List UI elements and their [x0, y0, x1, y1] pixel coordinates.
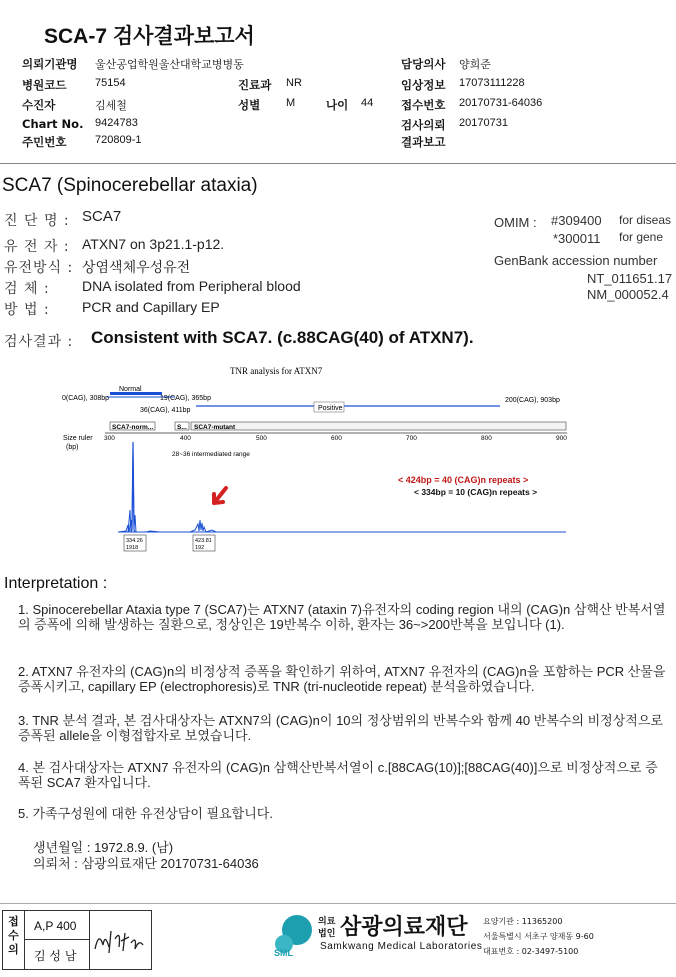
- tick-600: 600: [331, 435, 342, 442]
- header-value-age: 44: [361, 97, 374, 109]
- tnr-electropherogram: [0, 360, 676, 560]
- org-info-2: 서울특별시 서초구 양재동 9-60: [483, 932, 594, 941]
- field-value-method: PCR and Capillary EP: [82, 299, 220, 315]
- header-label-chart-no: Chart No.: [22, 117, 84, 131]
- bin-intermediate-label: S...: [177, 424, 187, 431]
- omim-note-disease: for diseas: [619, 213, 672, 227]
- signature-icon: [91, 925, 147, 957]
- interpretation-item-4: 4. 본 검사대상자는 ATXN7 유전자의 (CAG)n 삼핵산반복서열이 c.[88CAG(10)];[88CAG(40)]으로 비정상적으로 증폭된 SCA7 환자입니다.: [18, 760, 658, 790]
- header-value-doctor: 양희준: [459, 59, 491, 71]
- bin-mutant-label: SCA7-mutant: [194, 424, 236, 431]
- header-label-clinical-info: 임상정보: [401, 78, 446, 92]
- size-unit-label: (bp): [66, 444, 79, 451]
- omim-label: OMIM :: [494, 215, 537, 230]
- header-label-doctor: 담당의사: [401, 57, 446, 71]
- genbank-acc-2: NM_000052.4: [587, 287, 669, 302]
- header-value-patient: 김세철: [95, 100, 127, 112]
- label-0cag: 0(CAG), 308bp: [62, 395, 110, 402]
- header-value-dept: NR: [286, 77, 302, 89]
- header-label-institution: 의뢰기관명: [22, 57, 78, 71]
- header-label-hospital-code: 병원코드: [22, 78, 67, 92]
- requester: 의뢰처 : 삼광의료재단 20170731-64036: [33, 856, 259, 871]
- repeat-label-2: < 334bp = 10 (CAG)n repeats >: [414, 487, 538, 497]
- section-title: SCA7 (Spinocerebellar ataxia): [2, 175, 258, 196]
- header-label-receipt-no: 접수번호: [401, 98, 446, 112]
- field-label-specimen: 검 체 :: [4, 281, 50, 297]
- org-name-en: Samkwang Medical Laboratories: [320, 941, 483, 952]
- bin-normal-label: SCA7-norm...: [112, 424, 154, 431]
- interpretation-item-1: 1. Spinocerebellar Ataxia type 7 (SCA7)는 ATXN7 (ataxin 7)유전자의 coding region 내의 (CAG)n 삼핵산 반복서열의 증폭에 의해 발생하는 질환으로, 정상인은 19반복수 이하, 환자는 36~>200반복을 보입니다 (1).: [18, 602, 666, 632]
- header-label-age: 나이: [326, 98, 349, 112]
- interpretation-title: Interpretation :: [4, 575, 108, 592]
- peak-main: [131, 442, 135, 532]
- header-value-clinical-info: 17073111228: [459, 77, 525, 89]
- stamp-name: 김 성 남: [34, 949, 77, 963]
- omim-note-gene: for gene: [619, 230, 664, 244]
- peak2-height: 192: [195, 545, 205, 551]
- bin-mutant: [191, 422, 566, 430]
- field-label-gene: 유 전 자 :: [4, 239, 70, 255]
- header-divider: [0, 163, 676, 164]
- stamp-code: A,P 400: [34, 919, 77, 933]
- field-value-gene: ATXN7 on 3p21.1-p12.: [82, 236, 225, 252]
- positive-label: Positive: [318, 405, 343, 412]
- org-info-1: 요양기관 : 11365200: [483, 917, 563, 926]
- interpretation-item-2: 2. ATXN7 유전자의 (CAG)n의 비정상적 증폭을 확인하기 위하여, ATXN7 유전자의 (CAG)n을 포함하는 PCR 산물을 증폭시키고, capillary EP (electrophoresis)로 TNR (tri-nucleotide repeat) 분석을하였습니다.: [18, 664, 666, 694]
- repeat-label-1: < 424bp = 40 (CAG)n repeats >: [398, 475, 529, 485]
- interpretation-item-5: 5. 가족구성원에 대한 유전상담이 필요합니다.: [18, 806, 273, 821]
- peak1-size: 334.26: [126, 538, 143, 544]
- header-label-dept: 진료과: [238, 78, 272, 92]
- label-200cag: 200(CAG), 903bp: [505, 397, 560, 404]
- peak1-height: 1918: [126, 545, 139, 551]
- field-value-specimen: DNA isolated from Peripheral blood: [82, 278, 301, 294]
- footer-divider: [0, 903, 676, 904]
- omim-id-disease: #309400: [551, 213, 602, 228]
- result-text: Consistent with SCA7. (c.88CAG(40) of ATXN7).: [91, 328, 474, 347]
- field-label-diagnosis: 진 단 명 :: [4, 213, 70, 229]
- tick-900: 900: [556, 435, 567, 442]
- corp-label-1: 의료: [318, 917, 336, 927]
- peak2-size: 423.81: [195, 538, 212, 544]
- field-label-method: 방 법 :: [4, 302, 50, 318]
- genbank-acc-1: NT_011651.17: [587, 271, 673, 286]
- tick-400: 400: [180, 435, 191, 442]
- genbank-label: GenBank accession number: [494, 253, 658, 268]
- tick-group: [104, 435, 567, 442]
- header-label-patient: 수진자: [22, 98, 56, 112]
- header-label-resident-no: 주민번호: [22, 135, 67, 149]
- result-label: 검사결과 :: [4, 334, 74, 350]
- intermediate-range-label: 28~36 intermediated range: [172, 451, 250, 458]
- header-value-receipt-no: 20170731-64036: [459, 97, 543, 109]
- header-label-request-date: 검사의뢰: [401, 118, 446, 132]
- header-value-institution: 울산공업학원울산대학교병병동: [95, 59, 244, 71]
- header-value-hospital-code: 75154: [95, 77, 126, 89]
- omim-id-gene: *300011: [553, 231, 601, 246]
- field-value-diagnosis: SCA7: [82, 208, 122, 225]
- header-value-sex: M: [286, 97, 296, 109]
- header-label-report: 결과보고: [401, 135, 446, 149]
- figure-title: TNR analysis for ATXN7: [230, 366, 323, 376]
- report-title: SCA-7 검사결과보고서: [44, 25, 255, 48]
- corp-label-2: 법인: [318, 929, 336, 939]
- size-ruler-label: Size ruler: [63, 435, 93, 442]
- stamp-vertical-label: 접수의: [3, 911, 25, 969]
- logo-abbr: SML: [274, 948, 293, 958]
- interpretation-item-3: 3. TNR 분석 결과, 본 검사대상자는 ATXN7의 (CAG)n이 10의 정상범위의 반복수와 함께 40 반복수의 비정상적으로 증폭된 allele을 이형접합자로 보였습니다.: [18, 713, 663, 743]
- label-36cag: 36(CAG), 411bp: [140, 407, 191, 414]
- label-19cag: 19(CAG), 365bp: [160, 395, 211, 402]
- org-info-3: 대표번호 : 02-3497-5100: [483, 947, 579, 956]
- tick-800: 800: [481, 435, 492, 442]
- normal-label: Normal: [119, 386, 142, 393]
- header-value-chart-no: 9424783: [95, 117, 138, 129]
- tick-700: 700: [406, 435, 417, 442]
- tick-300: 300: [104, 435, 115, 442]
- header-label-sex: 성별: [238, 98, 261, 112]
- arrow-icon: [214, 488, 226, 503]
- birth-date: 생년월일 : 1972.8.9. (남): [33, 840, 174, 855]
- header-value-resident-no: 720809-1: [95, 134, 142, 146]
- field-label-inheritance: 유전방식 :: [4, 260, 74, 276]
- tick-500: 500: [256, 435, 267, 442]
- signature-stamp: [2, 910, 152, 970]
- org-name-kr: 삼광의료재단: [340, 915, 468, 940]
- field-value-inheritance: 상염색체우성유전: [82, 259, 191, 275]
- sml-logo-icon: [270, 910, 316, 960]
- header-value-request-date: 20170731: [459, 117, 508, 129]
